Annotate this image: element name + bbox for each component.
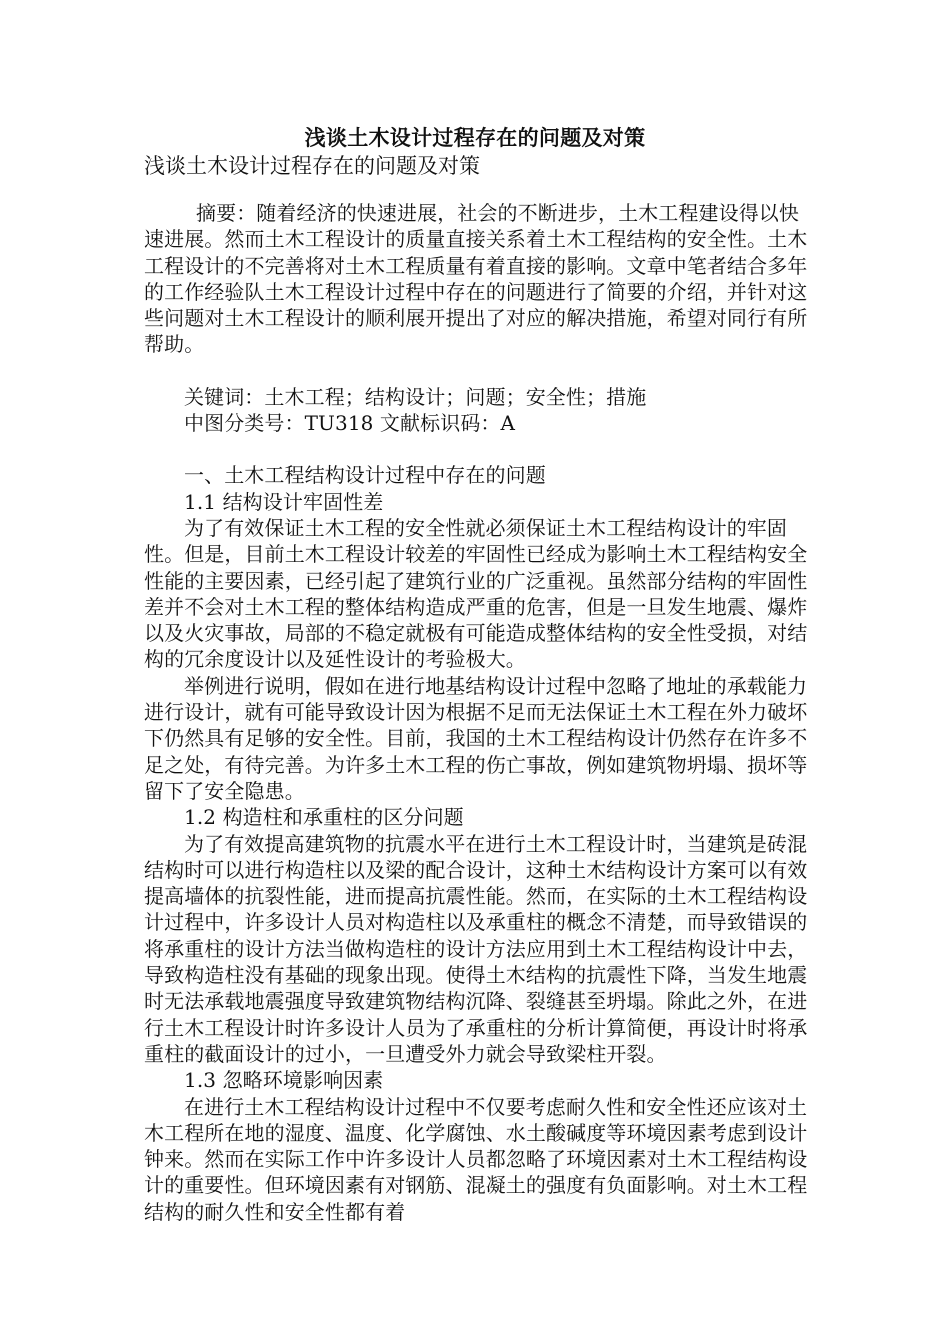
- body-paragraph: 为了有效保证土木工程的安全性就必须保证土木工程结构设计的牢固性。但是，目前土木工程设计较差的牢固性已经成为影响土木工程结构安全性能的主要因素，已经引起了建筑行业的广泛重视。虽然部分结构的牢固性差并不会对土木工程的整体结构造成严重的危害，但是一旦发生地震、爆炸以及火灾事故，局部的不稳定就极有可能造成整体结构的安全性受损，对结构的冗余度设计以及延性设计的考验极大。: [144, 515, 808, 672]
- document-subtitle: 浅谈土木设计过程存在的问题及对策: [144, 154, 480, 178]
- body-paragraph: 为了有效提高建筑物的抗震水平在进行土木工程设计时，当建筑是砖混结构时可以进行构造柱以及梁的配合设计，这种土木结构设计方案可以有效提高墙体的抗裂性能，进而提高抗震性能。然而，在实际的土木工程结构设计过程中，许多设计人员对构造柱以及承重柱的概念不清楚，而导致错误的将承重柱的设计方法当做构造柱的设计方法应用到土木工程结构设计中去，导致构造柱没有基础的现象出现。使得土木结构的抗震性下降，当发生地震时无法承载地震强度导致建筑物结构沉降、裂缝甚至坍塌。除此之外，在进行土木工程设计时许多设计人员为了承重柱的分析计算简便，再设计时将承重柱的截面设计的过小，一旦遭受外力就会导致梁柱开裂。: [144, 831, 808, 1066]
- body-paragraph: 举例进行说明，假如在进行地基结构设计过程中忽略了地址的承载能力进行设计，就有可能导致设计因为根据不足而无法保证土木工程在外力破坏下仍然具有足够的安全性。目前，我国的土木工程结构设计仍然存在许多不足之处，有待完善。为许多土木工程的伤亡事故，例如建筑物坍塌、损坏等留下了安全隐患。: [144, 673, 808, 803]
- document-body: [144, 200, 814, 1225]
- body-paragraph: 在进行土木工程结构设计过程中不仅要考虑耐久性和安全性还应该对土木工程所在地的湿度、温度、化学腐蚀、水土酸碱度等环境因素考虑到设计钟来。然而在实际工作中许多设计人员都忽略了环境因素对土木工程结构设计的重要性。但环境因素有对钢筋、混凝土的强度有负面影响。对土木工程结构的耐久性和安全性都有着: [144, 1094, 808, 1224]
- subsection-heading: 1.2 构造柱和承重柱的区分问题: [184, 805, 464, 830]
- keywords-line: 关键词：土木工程；结构设计；问题；安全性；措施: [184, 384, 647, 409]
- subsection-heading: 1.3 忽略环境影响因素: [184, 1068, 384, 1093]
- classification-line: 中图分类号：TU318 文献标识码：A: [184, 411, 516, 436]
- document-title: 浅谈土木设计过程存在的问题及对策: [304, 125, 646, 150]
- abstract-paragraph: 摘要：随着经济的快速进展，社会的不断进步，土木工程建设得以快速进展。然而土木工程设计的质量直接关系着土木工程结构的安全性。土木工程设计的不完善将对土木工程质量有着直接的影响。文章中笔者结合多年的工作经验队土木工程设计过程中存在的问题进行了简要的介绍，并针对这些问题对土木工程设计的顺利展开提出了对应的解决措施，希望对同行有所帮助。: [144, 201, 808, 357]
- section-heading: 一、土木工程结构设计过程中存在的问题: [184, 463, 546, 488]
- subsection-heading: 1.1 结构设计牢固性差: [184, 489, 384, 514]
